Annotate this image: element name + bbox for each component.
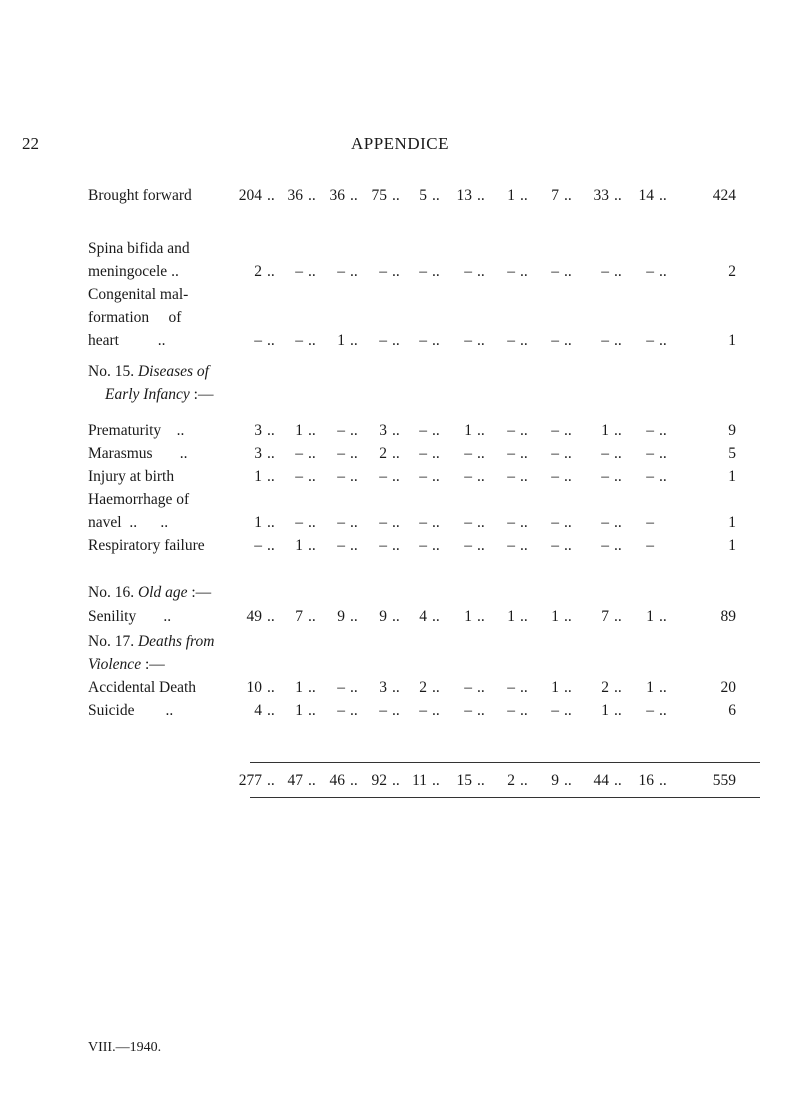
row-label: formation of bbox=[88, 309, 182, 326]
row-label: Accidental Death bbox=[88, 679, 197, 696]
running-head: APPENDICE bbox=[350, 134, 449, 153]
table-cell: – bbox=[464, 445, 472, 462]
dot-leader: .. bbox=[614, 187, 622, 204]
table-cell: 1 bbox=[295, 679, 303, 696]
table-cell: – bbox=[507, 702, 515, 719]
dot-leader: .. bbox=[267, 608, 275, 625]
dot-leader: .. bbox=[267, 537, 275, 554]
heading-colon: :— bbox=[141, 656, 165, 673]
table-cell: 1 bbox=[601, 422, 609, 439]
dot-leader: .. bbox=[267, 422, 275, 439]
dot-leader: .. bbox=[267, 445, 275, 462]
table-cell: 7 bbox=[601, 608, 609, 625]
dot-leader: .. bbox=[392, 514, 400, 531]
dot-leader: .. bbox=[614, 332, 622, 349]
table-cell: – bbox=[379, 702, 387, 719]
table-cell: 1 bbox=[295, 702, 303, 719]
dot-leader: .. bbox=[520, 263, 528, 280]
table-cell: – bbox=[379, 332, 387, 349]
table-cell: 4 bbox=[419, 608, 427, 625]
dot-leader: .. bbox=[477, 263, 485, 280]
table-cell: – bbox=[551, 514, 559, 531]
dot-leader: .. bbox=[520, 702, 528, 719]
dot-leader: .. bbox=[614, 468, 622, 485]
table-cell: 46 bbox=[329, 772, 345, 789]
row-label: meningocele .. bbox=[88, 263, 179, 280]
heading-number: No. 15. bbox=[88, 363, 135, 380]
table-cell: – bbox=[419, 514, 427, 531]
table-cell: – bbox=[419, 468, 427, 485]
table-cell: – bbox=[379, 263, 387, 280]
table-cell: 277 bbox=[238, 772, 262, 789]
dot-leader: .. bbox=[350, 422, 358, 439]
dot-leader: .. bbox=[520, 332, 528, 349]
dot-leader: .. bbox=[267, 332, 275, 349]
dot-leader: .. bbox=[520, 537, 528, 554]
section-heading bbox=[88, 633, 214, 651]
dot-leader: .. bbox=[267, 187, 275, 204]
dot-leader: .. bbox=[392, 445, 400, 462]
dot-leader: .. bbox=[564, 187, 572, 204]
page-number: 22 bbox=[22, 134, 39, 153]
table-cell: – bbox=[507, 422, 515, 439]
table-cell: – bbox=[295, 332, 303, 349]
dot-leader: .. bbox=[308, 537, 316, 554]
table-cell: – bbox=[551, 537, 559, 554]
table-cell: 1 bbox=[295, 537, 303, 554]
table-cell: – bbox=[337, 422, 345, 439]
dot-leader: .. bbox=[614, 702, 622, 719]
table-cell: 1 bbox=[551, 608, 559, 625]
dot-leader: .. bbox=[350, 537, 358, 554]
dot-leader: .. bbox=[267, 679, 275, 696]
table-cell: 13 bbox=[456, 187, 472, 204]
dot-leader: .. bbox=[308, 263, 316, 280]
dot-leader: .. bbox=[432, 702, 440, 719]
table-cell: 424 bbox=[712, 187, 736, 204]
table-cell: 1 bbox=[646, 679, 654, 696]
dot-leader: .. bbox=[520, 187, 528, 204]
dot-leader: .. bbox=[614, 514, 622, 531]
table-cell: – bbox=[295, 468, 303, 485]
table-cell: 33 bbox=[593, 187, 609, 204]
dot-leader: .. bbox=[520, 772, 528, 789]
table-cell: – bbox=[464, 679, 472, 696]
dot-leader: .. bbox=[659, 263, 667, 280]
table-cell: – bbox=[551, 332, 559, 349]
dot-leader: .. bbox=[432, 187, 440, 204]
dot-leader: .. bbox=[350, 608, 358, 625]
table-cell: – bbox=[551, 422, 559, 439]
heading-number: No. 17. bbox=[88, 633, 135, 650]
dot-leader: .. bbox=[659, 332, 667, 349]
dot-leader: .. bbox=[520, 679, 528, 696]
table-cell: – bbox=[337, 445, 345, 462]
table-cell: 1 bbox=[254, 514, 262, 531]
heading-title: Violence bbox=[88, 656, 142, 673]
dot-leader: .. bbox=[477, 332, 485, 349]
table-cell: – bbox=[551, 263, 559, 280]
table-cell: 36 bbox=[287, 187, 303, 204]
dot-leader: .. bbox=[308, 772, 316, 789]
dot-leader: .. bbox=[350, 332, 358, 349]
dot-leader: .. bbox=[477, 772, 485, 789]
table-cell: 36 bbox=[329, 187, 345, 204]
dot-leader: .. bbox=[392, 772, 400, 789]
table-cell: – bbox=[507, 537, 515, 554]
dot-leader: .. bbox=[432, 332, 440, 349]
dot-leader: .. bbox=[392, 679, 400, 696]
dot-leader: .. bbox=[432, 537, 440, 554]
dot-leader: .. bbox=[308, 422, 316, 439]
row-label: Brought forward bbox=[88, 187, 192, 204]
dot-leader: .. bbox=[432, 514, 440, 531]
heading-title: Diseases of bbox=[137, 363, 209, 380]
dot-leader: .. bbox=[477, 679, 485, 696]
table-cell: – bbox=[646, 514, 654, 531]
table-cell: – bbox=[646, 537, 654, 554]
table-cell: – bbox=[646, 702, 654, 719]
table-cell: – bbox=[464, 514, 472, 531]
dot-leader: .. bbox=[267, 263, 275, 280]
table-cell: 1 bbox=[728, 537, 736, 554]
dot-leader: .. bbox=[659, 608, 667, 625]
table-cell: – bbox=[464, 263, 472, 280]
dot-leader: .. bbox=[308, 514, 316, 531]
table-cell: – bbox=[646, 422, 654, 439]
dot-leader: .. bbox=[432, 445, 440, 462]
table-cell: 5 bbox=[728, 445, 736, 462]
table-cell: 4 bbox=[254, 702, 262, 719]
table-cell: 92 bbox=[371, 772, 387, 789]
table-cell: – bbox=[507, 679, 515, 696]
table-cell: – bbox=[464, 702, 472, 719]
footer-note: VIII.—1940. bbox=[88, 1040, 162, 1055]
row-label: Prematurity .. bbox=[88, 422, 185, 439]
heading-title: Old age bbox=[137, 584, 188, 601]
dot-leader: .. bbox=[659, 702, 667, 719]
table-cell: – bbox=[379, 468, 387, 485]
dot-leader: .. bbox=[477, 608, 485, 625]
dot-leader: .. bbox=[392, 468, 400, 485]
table-cell: – bbox=[464, 332, 472, 349]
dot-leader: .. bbox=[432, 263, 440, 280]
dot-leader: .. bbox=[564, 772, 572, 789]
dot-leader: .. bbox=[350, 702, 358, 719]
dot-leader: .. bbox=[350, 514, 358, 531]
dot-leader: .. bbox=[350, 445, 358, 462]
table-cell: 44 bbox=[593, 772, 609, 789]
table-cell: 11 bbox=[412, 772, 427, 789]
table-cell: – bbox=[337, 702, 345, 719]
table-cell: 3 bbox=[379, 679, 387, 696]
table-cell: 6 bbox=[728, 702, 736, 719]
section-heading-cont bbox=[88, 656, 165, 674]
dot-leader: .. bbox=[308, 187, 316, 204]
table-cell: 89 bbox=[720, 608, 736, 625]
table-cell: 1 bbox=[728, 514, 736, 531]
dot-leader: .. bbox=[350, 468, 358, 485]
dot-leader: .. bbox=[564, 514, 572, 531]
table-cell: – bbox=[464, 537, 472, 554]
dot-leader: .. bbox=[659, 445, 667, 462]
dot-leader: .. bbox=[392, 422, 400, 439]
row-label: Marasmus .. bbox=[88, 445, 188, 462]
table-cell: 75 bbox=[371, 187, 387, 204]
table-cell: – bbox=[601, 468, 609, 485]
dot-leader: .. bbox=[520, 608, 528, 625]
table-cell: – bbox=[337, 514, 345, 531]
table-cell: 1 bbox=[295, 422, 303, 439]
table-cell: – bbox=[337, 263, 345, 280]
table-cell: – bbox=[295, 445, 303, 462]
table-cell: – bbox=[379, 514, 387, 531]
dot-leader: .. bbox=[614, 537, 622, 554]
dot-leader: .. bbox=[432, 468, 440, 485]
table-cell: 7 bbox=[551, 187, 559, 204]
table-cell: – bbox=[601, 514, 609, 531]
table-cell: 9 bbox=[728, 422, 736, 439]
dot-leader: .. bbox=[564, 332, 572, 349]
table-cell: 47 bbox=[287, 772, 303, 789]
table-cell: – bbox=[507, 332, 515, 349]
table-cell: 204 bbox=[238, 187, 262, 204]
table-cell: – bbox=[254, 537, 262, 554]
dot-leader: .. bbox=[308, 445, 316, 462]
dot-leader: .. bbox=[659, 187, 667, 204]
dot-leader: .. bbox=[350, 263, 358, 280]
dot-leader: .. bbox=[432, 608, 440, 625]
dot-leader: .. bbox=[267, 468, 275, 485]
dot-leader: .. bbox=[477, 537, 485, 554]
total-rule-top bbox=[250, 762, 760, 763]
row-label: navel .. .. bbox=[88, 514, 169, 531]
row-label: Senility .. bbox=[88, 608, 172, 625]
table-cell: 7 bbox=[295, 608, 303, 625]
table-cell: 3 bbox=[254, 445, 262, 462]
dot-leader: .. bbox=[614, 422, 622, 439]
dot-leader: .. bbox=[614, 772, 622, 789]
dot-leader: .. bbox=[392, 702, 400, 719]
table-cell: – bbox=[646, 332, 654, 349]
dot-leader: .. bbox=[564, 445, 572, 462]
table-cell: – bbox=[601, 332, 609, 349]
table-cell: – bbox=[646, 445, 654, 462]
dot-leader: .. bbox=[477, 445, 485, 462]
table-cell: 1 bbox=[507, 608, 515, 625]
table-cell: 3 bbox=[379, 422, 387, 439]
dot-leader: .. bbox=[564, 263, 572, 280]
row-label: Suicide .. bbox=[88, 702, 174, 719]
dot-leader: .. bbox=[267, 772, 275, 789]
dot-leader: .. bbox=[267, 702, 275, 719]
dot-leader: .. bbox=[308, 468, 316, 485]
heading-title: Deaths from bbox=[137, 633, 215, 650]
dot-leader: .. bbox=[477, 422, 485, 439]
table-cell: 14 bbox=[638, 187, 654, 204]
table-cell: – bbox=[419, 332, 427, 349]
row-label: Congenital mal- bbox=[88, 286, 189, 303]
dot-leader: .. bbox=[564, 702, 572, 719]
heading-colon: :— bbox=[187, 584, 212, 601]
table-cell: – bbox=[646, 468, 654, 485]
dot-leader: .. bbox=[432, 422, 440, 439]
row-label: Respiratory failure bbox=[88, 537, 205, 554]
dot-leader: .. bbox=[614, 679, 622, 696]
table-cell: – bbox=[601, 263, 609, 280]
dot-leader: .. bbox=[308, 608, 316, 625]
table-cell: – bbox=[507, 468, 515, 485]
table-cell: – bbox=[419, 422, 427, 439]
dot-leader: .. bbox=[614, 445, 622, 462]
total-rule-bottom bbox=[250, 797, 760, 798]
dot-leader: .. bbox=[614, 263, 622, 280]
table-cell: 15 bbox=[456, 772, 472, 789]
dot-leader: .. bbox=[432, 772, 440, 789]
table-cell: 10 bbox=[246, 679, 262, 696]
table-cell: 49 bbox=[246, 608, 262, 625]
table-cell: 1 bbox=[464, 608, 472, 625]
table-cell: – bbox=[507, 514, 515, 531]
table-cell: 559 bbox=[712, 772, 736, 789]
row-label: Spina bifida and bbox=[88, 240, 190, 257]
table-cell: 1 bbox=[507, 187, 515, 204]
table-cell: – bbox=[419, 263, 427, 280]
dot-leader: .. bbox=[308, 679, 316, 696]
table-cell: 3 bbox=[254, 422, 262, 439]
table-cell: – bbox=[295, 263, 303, 280]
dot-leader: .. bbox=[477, 702, 485, 719]
dot-leader: .. bbox=[350, 772, 358, 789]
table-cell: 2 bbox=[601, 679, 609, 696]
table-cell: – bbox=[419, 537, 427, 554]
dot-leader: .. bbox=[392, 332, 400, 349]
table-cell: – bbox=[337, 468, 345, 485]
dot-leader: .. bbox=[564, 608, 572, 625]
table-cell: 1 bbox=[601, 702, 609, 719]
heading-number: No. 16. bbox=[88, 584, 135, 601]
row-label: heart .. bbox=[88, 332, 166, 349]
table-cell: – bbox=[551, 702, 559, 719]
table-cell: 1 bbox=[337, 332, 345, 349]
table-cell: – bbox=[295, 514, 303, 531]
dot-leader: .. bbox=[308, 702, 316, 719]
dot-leader: .. bbox=[308, 332, 316, 349]
table-cell: – bbox=[379, 537, 387, 554]
heading-colon: :— bbox=[189, 386, 214, 403]
table-cell: – bbox=[601, 445, 609, 462]
table-cell: – bbox=[419, 445, 427, 462]
table-cell: – bbox=[464, 468, 472, 485]
table-cell: 1 bbox=[551, 679, 559, 696]
table-cell: 1 bbox=[728, 332, 736, 349]
dot-leader: .. bbox=[267, 514, 275, 531]
dot-leader: .. bbox=[432, 679, 440, 696]
table-cell: 9 bbox=[551, 772, 559, 789]
table-cell: 16 bbox=[638, 772, 654, 789]
dot-leader: .. bbox=[564, 537, 572, 554]
dot-leader: .. bbox=[520, 422, 528, 439]
dot-leader: .. bbox=[520, 468, 528, 485]
dot-leader: .. bbox=[659, 679, 667, 696]
dot-leader: .. bbox=[392, 537, 400, 554]
dot-leader: .. bbox=[659, 422, 667, 439]
dot-leader: .. bbox=[392, 263, 400, 280]
table-cell: – bbox=[551, 445, 559, 462]
dot-leader: .. bbox=[350, 679, 358, 696]
dot-leader: .. bbox=[564, 679, 572, 696]
table-cell: – bbox=[419, 702, 427, 719]
dot-leader: .. bbox=[477, 468, 485, 485]
table-cell: 1 bbox=[464, 422, 472, 439]
table-cell: – bbox=[254, 332, 262, 349]
table-cell: 9 bbox=[379, 608, 387, 625]
table-cell: 1 bbox=[728, 468, 736, 485]
dot-leader: .. bbox=[392, 187, 400, 204]
dot-leader: .. bbox=[659, 468, 667, 485]
table-cell: 2 bbox=[419, 679, 427, 696]
row-label: Haemorrhage of bbox=[88, 491, 190, 508]
dot-leader: .. bbox=[520, 445, 528, 462]
table-cell: – bbox=[551, 468, 559, 485]
dot-leader: .. bbox=[659, 772, 667, 789]
table-cell: 1 bbox=[646, 608, 654, 625]
table-cell: – bbox=[507, 445, 515, 462]
table-cell: 20 bbox=[720, 679, 736, 696]
section-heading bbox=[88, 363, 209, 381]
table-cell: – bbox=[601, 537, 609, 554]
dot-leader: .. bbox=[392, 608, 400, 625]
dot-leader: .. bbox=[350, 187, 358, 204]
section-heading-cont bbox=[105, 386, 213, 404]
table-cell: – bbox=[337, 537, 345, 554]
table-cell: – bbox=[646, 263, 654, 280]
table-cell: 2 bbox=[507, 772, 515, 789]
dot-leader: .. bbox=[564, 468, 572, 485]
table-cell: 2 bbox=[379, 445, 387, 462]
row-label: Injury at birth bbox=[88, 468, 175, 485]
table-cell: 2 bbox=[728, 263, 736, 280]
table-cell: 5 bbox=[419, 187, 427, 204]
dot-leader: .. bbox=[614, 608, 622, 625]
section-heading bbox=[88, 584, 211, 602]
table-cell: 1 bbox=[254, 468, 262, 485]
heading-title: Early Infancy bbox=[105, 386, 190, 403]
table-cell: 9 bbox=[337, 608, 345, 625]
dot-leader: .. bbox=[564, 422, 572, 439]
table-cell: – bbox=[337, 679, 345, 696]
dot-leader: .. bbox=[477, 514, 485, 531]
table-cell: 2 bbox=[254, 263, 262, 280]
table-cell: – bbox=[507, 263, 515, 280]
dot-leader: .. bbox=[520, 514, 528, 531]
dot-leader: .. bbox=[477, 187, 485, 204]
